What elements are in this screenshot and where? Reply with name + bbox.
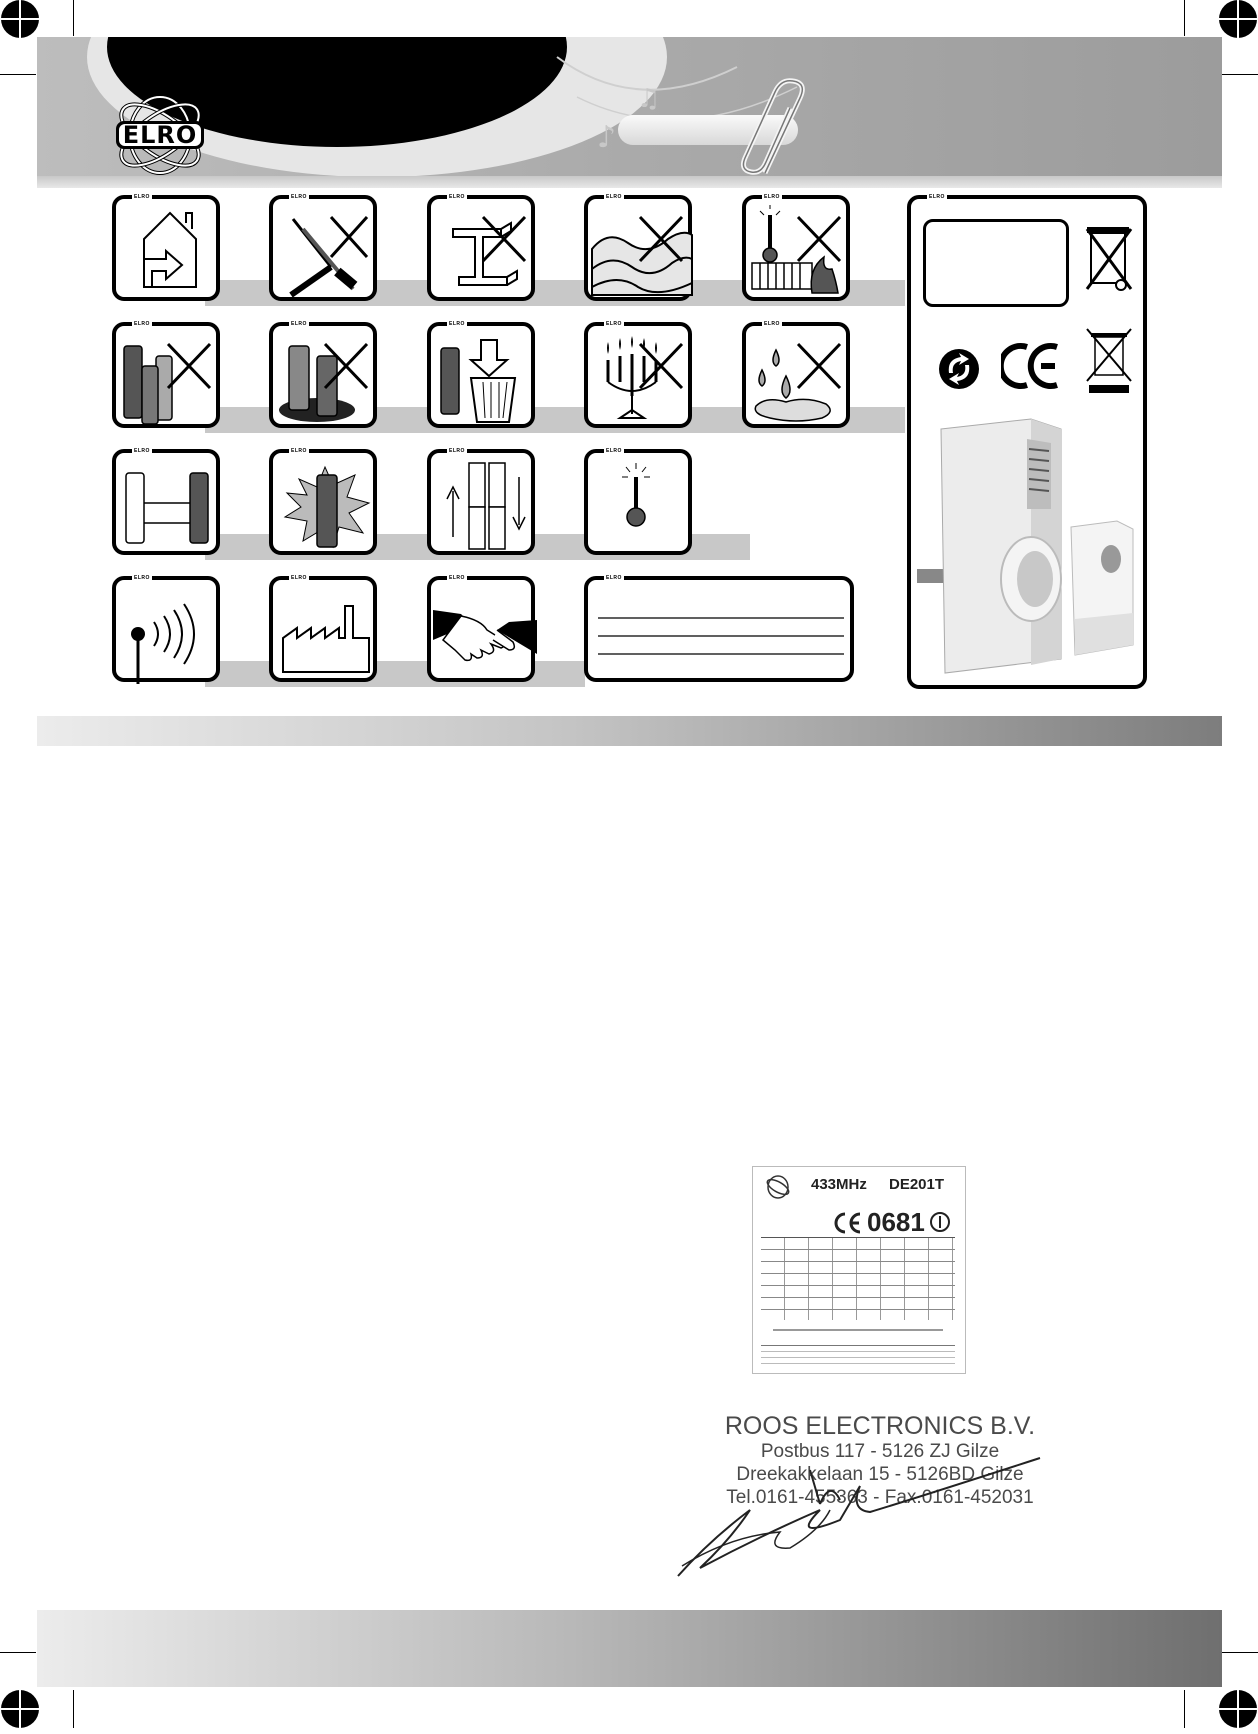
label-ce-mark-icon: [833, 1211, 863, 1235]
tile-no-heat: ELRO: [742, 195, 850, 301]
ce-mark-icon: [1001, 341, 1065, 391]
manufacturer-icon: [273, 580, 381, 686]
no-open-flame-icon: [588, 326, 696, 432]
elro-small-logo-icon: [765, 1175, 791, 1199]
header-bottom-strip: [37, 176, 1222, 188]
indoor-use-icon: [116, 199, 224, 305]
tile-radio-signal: ELRO: [112, 576, 220, 682]
no-metal-mounting-icon: [431, 199, 539, 305]
tile-battery-size: ELRO: [112, 449, 220, 555]
tile-no-leaking-batteries: ELRO: [269, 322, 377, 428]
tile-no-tools: ELRO: [269, 195, 377, 301]
label-footer-line: [773, 1329, 943, 1331]
tile-battery-disposal: ELRO: [427, 322, 535, 428]
crop-mark: [73, 1690, 74, 1728]
no-moisture-icon: [746, 326, 854, 432]
label-country-grid: [761, 1237, 955, 1320]
company-address-line1: Postbus 117 - 5126 ZJ Gilze: [760, 1441, 1000, 1462]
alert-circle-icon: [929, 1211, 951, 1233]
svg-text:♫: ♫: [637, 84, 661, 114]
crop-mark: [1184, 1690, 1185, 1728]
no-tools-icon: [273, 199, 381, 305]
warranty-icon: [431, 580, 539, 686]
temperature-icon: [588, 453, 696, 559]
tile-no-battery-crush: ELRO: [269, 449, 377, 555]
header-artwork: [37, 37, 1222, 184]
product-photo: [911, 409, 1143, 685]
tile-warranty: ELRO: [427, 576, 535, 682]
tile-no-open-flame: ELRO: [584, 322, 692, 428]
tile-no-mixing-batteries: ELRO: [112, 322, 220, 428]
registration-mark-bl: [1, 1690, 39, 1728]
crop-mark: [1184, 0, 1185, 36]
tile-no-water: ELRO: [584, 195, 692, 301]
label-frequency: 433MHz: [811, 1176, 867, 1193]
tile-no-moisture: ELRO: [742, 322, 850, 428]
device-rating-label: [752, 1166, 966, 1374]
label-cert-number: 0681: [867, 1207, 925, 1237]
label-small-print: [761, 1345, 955, 1368]
no-battery-crush-icon: [273, 453, 381, 559]
green-dot-icon: [935, 345, 983, 393]
label-model: DE201T: [889, 1176, 945, 1193]
company-address-line2: Dreekakkelaan 15 - 5126BD Gilze: [736, 1464, 1024, 1485]
crop-mark: [0, 74, 36, 75]
tile-notes-lines: ELRO: [584, 576, 854, 682]
battery-polarity-icon: [431, 453, 539, 559]
blank-label-box: [923, 219, 1069, 307]
wheelie-bin-crossed-icon: [1081, 219, 1137, 297]
notes-lines-icon: [588, 580, 858, 686]
no-water-icon: [588, 199, 696, 305]
tile-manufacturer: ELRO: [269, 576, 377, 682]
svg-text:♪: ♪: [597, 120, 617, 155]
registration-mark-br: [1219, 1690, 1257, 1728]
no-leaking-batteries-icon: [273, 326, 381, 432]
no-mixing-batteries-icon: [116, 326, 224, 432]
company-phone-line: Tel.0161-455363 - Fax.0161-452031: [726, 1487, 1034, 1508]
registration-mark-tr: [1219, 0, 1257, 38]
weee-bin-icon: [1081, 325, 1137, 397]
registration-mark-tl: [1, 0, 39, 38]
product-panel: ELRO: [907, 195, 1147, 689]
crop-mark: [1222, 1652, 1258, 1653]
battery-disposal-icon: [431, 326, 539, 432]
elro-logo-text: ELRO: [122, 121, 198, 149]
radio-signal-icon: [116, 580, 224, 686]
battery-size-icon: [116, 453, 224, 559]
tile-battery-polarity: ELRO: [427, 449, 535, 555]
footer-bar: [37, 1610, 1222, 1687]
no-heat-icon: [746, 199, 854, 305]
handwritten-signature: [670, 1440, 1050, 1580]
crop-mark: [0, 1652, 36, 1653]
crop-mark: [1222, 74, 1258, 75]
tile-temperature: ELRO: [584, 449, 692, 555]
tile-indoor-use: ELRO: [112, 195, 220, 301]
section-divider-bar: [37, 716, 1222, 746]
paperclip-icon: [735, 78, 815, 183]
header-banner: [37, 37, 1222, 184]
crop-mark: [73, 0, 74, 36]
tile-no-metal-mounting: ELRO: [427, 195, 535, 301]
company-name: ROOS ELECTRONICS B.V.: [724, 1412, 1036, 1440]
elro-logo: [110, 95, 210, 175]
